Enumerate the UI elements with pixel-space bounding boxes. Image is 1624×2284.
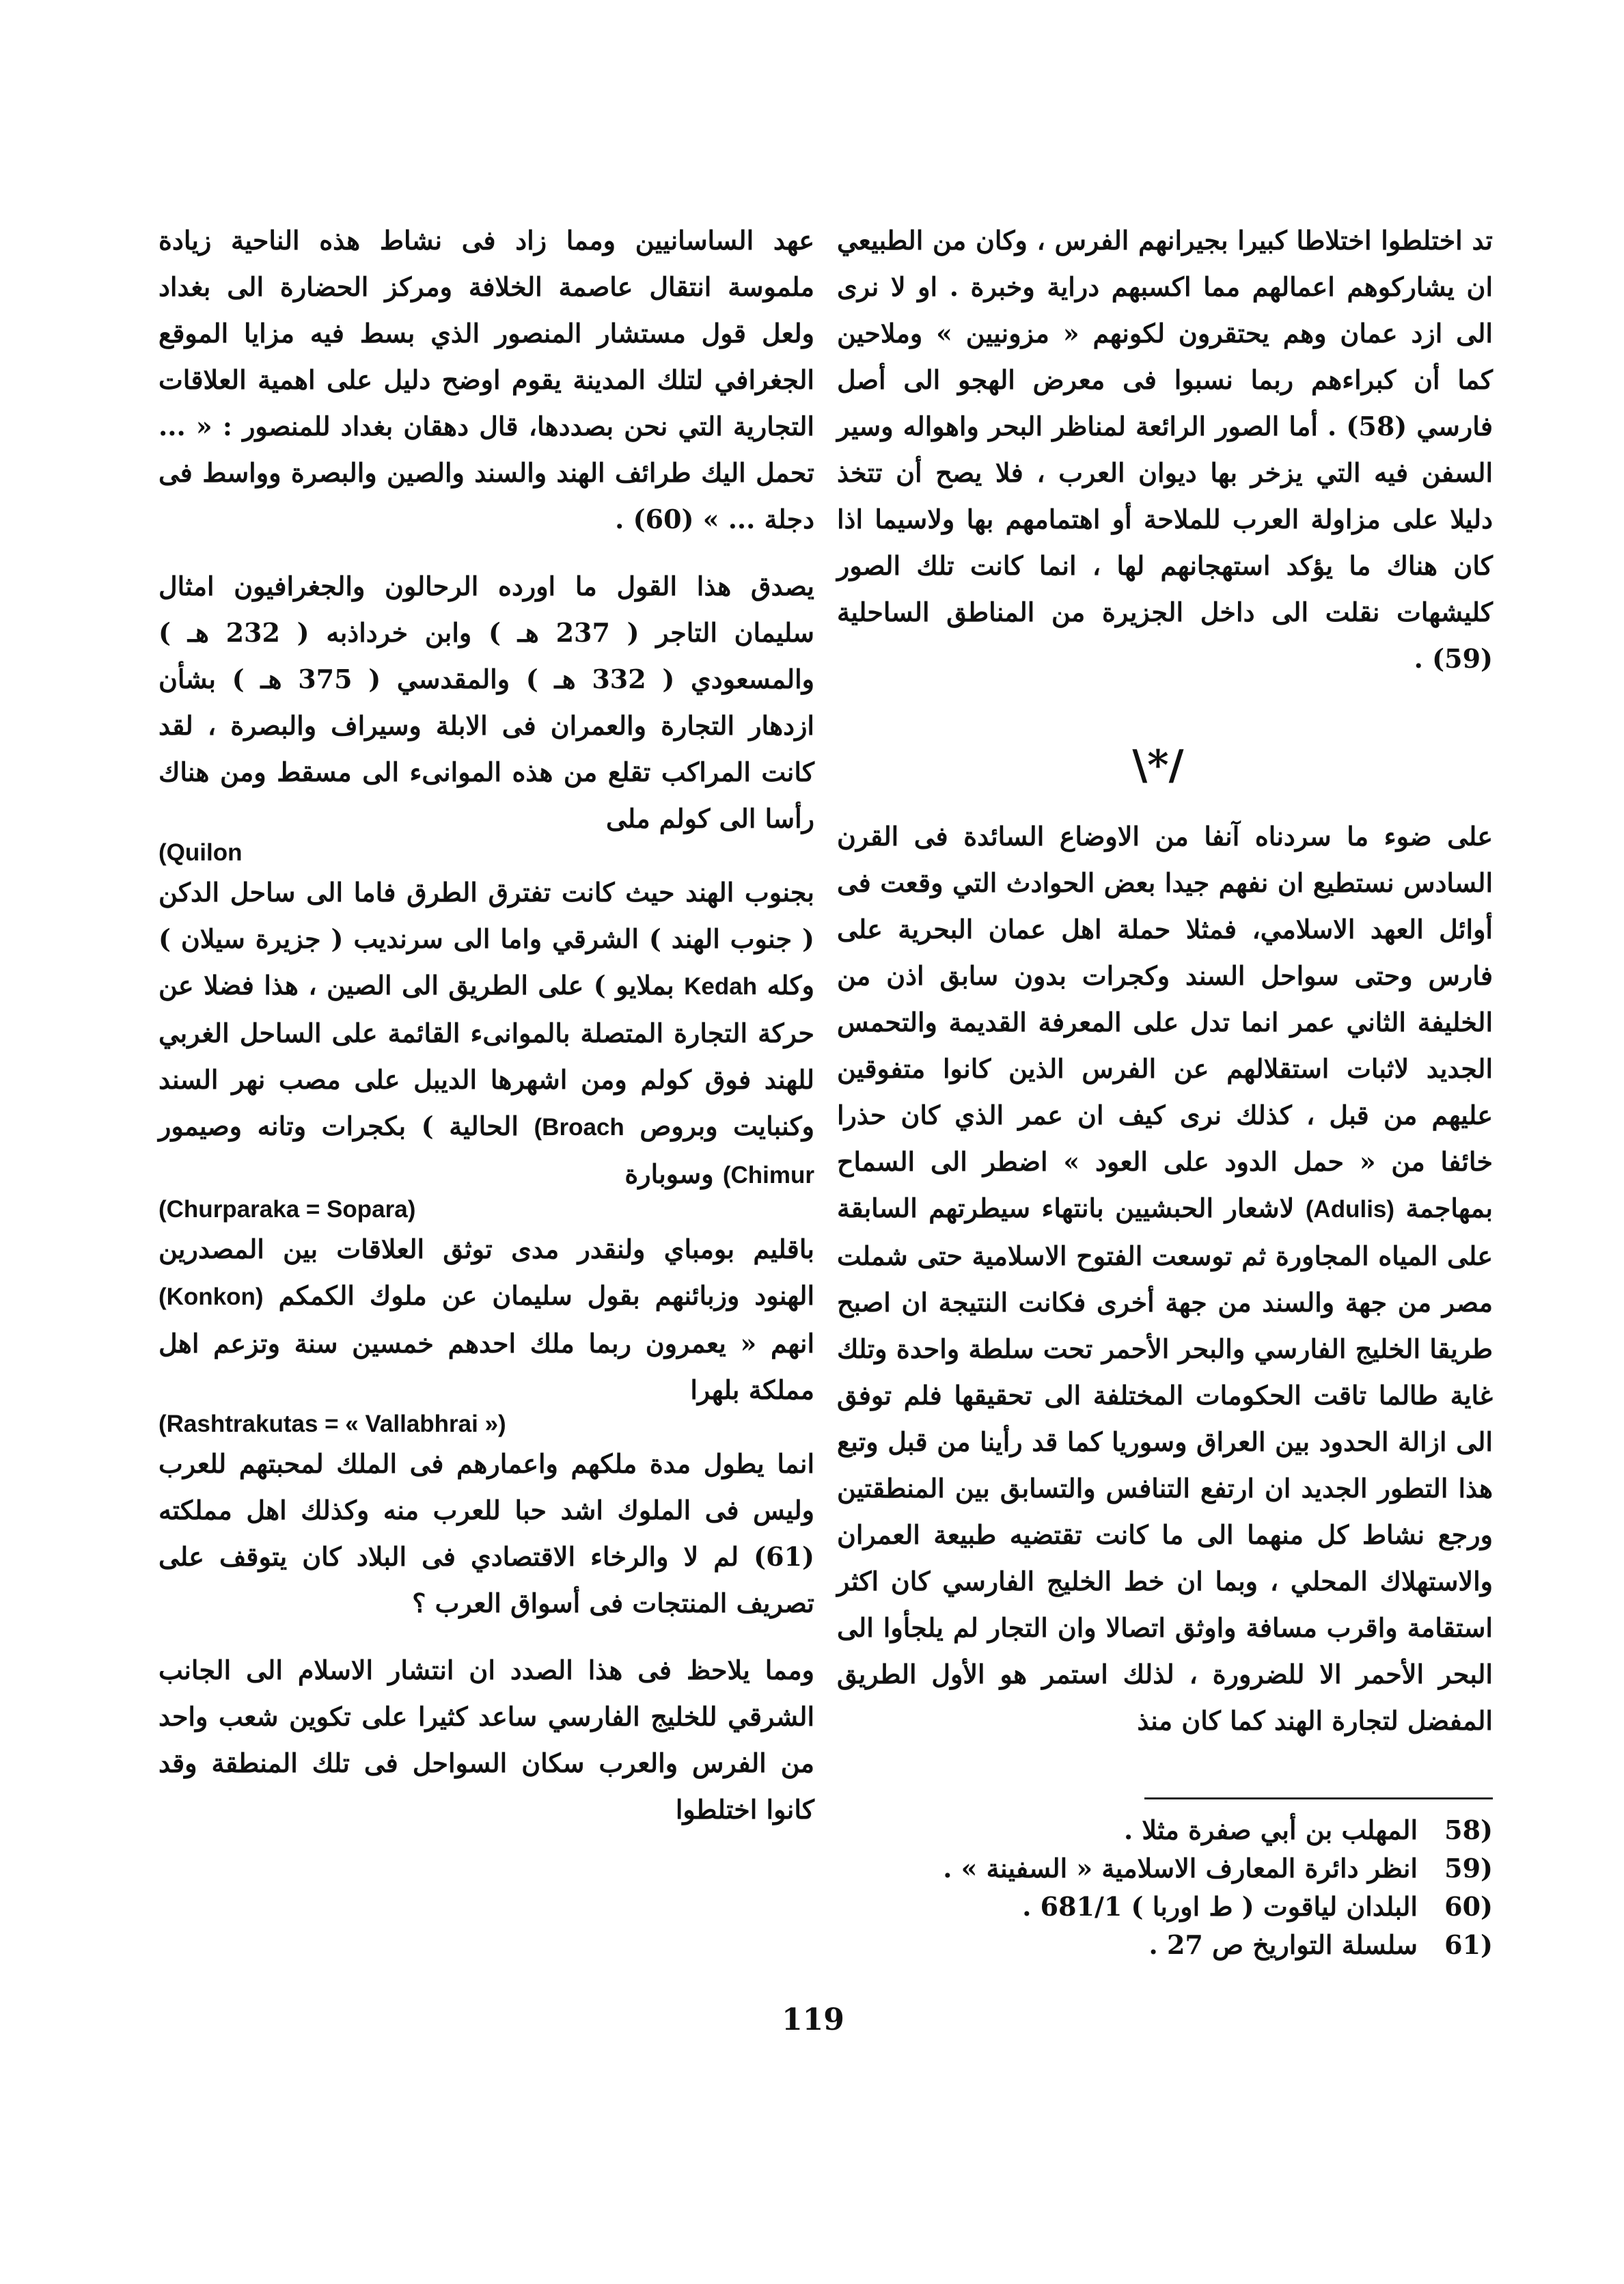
text-run: الحالية ) بكجرات وتانه وصيمور — [159, 1111, 519, 1141]
latin-term-churparaka: (Churparaka = Sopara) — [159, 1196, 416, 1223]
left-paragraph-1: عهد الساسانيين ومما زاد فى نشاط هذه الناحية زيادة ملموسة انتقال عاصمة الخلافة ومركز الحضارة الى بغداد ولعل قول مستشار المنصور الذي بسط فيه مزايا الموقع الجغرافي لتلك المدينة يقوم اوضح دليل على اهمية العلاقات التجارية التي نحن بصددها، قال دهقان بغداد للمنصور : « ... تحمل اليك طرائف الهند والسند والصين والبصرة وواسط فى دجلة ... » (60) . — [159, 225, 814, 534]
text-run: يصدق هذا القول ما اورده الرحالون والجغرافيون امثال سليمان التاجر ( 237 هـ ) وابن خرداذبه ( 232 هـ ) والمسعودي ( 332 هـ ) والمقدسي ( 375 هـ ) بشأن ازدهار التجارة والعمران فى الابلة وسيراف والبصرة ، لقد كانت المراكب تقلع من هذه الموانىء الى مسقط ومن هناك رأسا الى كولم ملى — [159, 571, 814, 834]
latin-term-broach: (Broach — [534, 1114, 624, 1141]
text-run: بجنوب الهند حيث كانت تفترق الطرق فاما الى ساحل الدكن ( جنوب الهند ) الشرقي واما الى سرنديب ( جزيرة سيلان ) وكله — [159, 877, 814, 1001]
footnote-text: المهلب بن أبي صفرة مثلا . — [1123, 1814, 1418, 1845]
left-paragraph-2 — [159, 563, 814, 1627]
section-separator: \*/ — [1132, 742, 1184, 789]
footnote-text: سلسلة التواريخ ص 27 . — [1148, 1929, 1418, 1960]
footnote-61 — [837, 1929, 1493, 1968]
latin-term-chimur: (Chimur — [722, 1162, 814, 1188]
latin-term-kedah: Kedah — [684, 973, 758, 1000]
left-paragraph-3: ومما يلاحظ فى هذا الصدد ان انتشار الاسلام الى الجانب الشرقي للخليج الفارسي ساعد كثيرا على تكوين شعب واحد من الفرس والعرب سكان السواحل فى تلك المنطقة وقد كانوا اختلطوا — [159, 1655, 814, 1825]
text-run: انهم « يعمرون ربما ملك احدهم خمسين سنة وتزعم اهل مملكة بلهرا — [159, 1328, 814, 1405]
text-run: باقليم بومباي ولنقدر مدى توثق العلاقات بين المصدرين الهنود وزبائنهم بقول سليمان عن ملوك الكمكم — [159, 1234, 815, 1311]
right-column-lower — [837, 813, 1493, 1765]
text-run: على ضوء ما سردناه آنفا من الاوضاع السائدة فى القرن السادس نستطيع ان نفهم جيدا بعض الحوادث التي وقعت فى أوائل العهد الاسلامي، فمثلا حملة اهل عمان البحرية على فارس وحتى سواحل السند وكجرات بدون سابق اذن من الخليفة الثاني عمر انما تدل على المعرفة القديمة والتحمس الجديد لاثبات استقلالهم عن الفرس الذين كانوا متفوقين عليهم من قبل ، كذلك نرى كيف ان عمر الذي كان حذرا خائفا من « حمل الدود على العود » اضطر الى السماح بمهاجمة — [837, 821, 1493, 1223]
footnotes — [837, 1814, 1493, 1968]
right-paragraph-1: تد اختلطوا اختلاطا كبيرا بجيرانهم الفرس ، وكان من الطبيعي ان يشاركوهم اعمالهم مما اكسبهم دراية وخبرة . او لا نرى الى ازد عمان وهم يحتقرون لكونهم « مزونيين » وملاحين كما أن كبراءهم ربما نسبوا فى معرض الهجو الى أصل فارسي (58) . أما الصور الرائعة لمناظر البحر واهواله وسير السفن فيه التي يزخر بها ديوان العرب ، فلا يصح أن تتخذ دليلا على مزاولة العرب للملاحة أو اهتمامهم بها ولاسيما اذا كان هناك ما يؤكد استهجانهم لها ، انما كانت تلك الصور كليشهات نقلت الى داخل الجزيرة من المناطق الساحلية (59) . — [837, 225, 1493, 674]
right-paragraph-2 — [837, 813, 1493, 1744]
footnote-number: 61) — [1444, 1929, 1493, 1960]
footnote-rule — [1144, 1797, 1493, 1799]
latin-term-rashtrakutas: (Rashtrakutas = « Vallabhrai ») — [159, 1411, 506, 1437]
left-column — [159, 217, 814, 1853]
text-run: وسوبارة — [624, 1158, 714, 1189]
footnote-59 — [837, 1853, 1493, 1891]
latin-term-quilon: (Quilon — [159, 839, 243, 866]
text-run: بملايو ) على الطريق الى الصين ، هذا فضلا عن حركة التجارة المتصلة بالموانىء القائمة على الساحل الغربي للهند فوق كولم ومن اشهرها الديبل على مصب نهر السند وكنبايت وبروص — [159, 970, 815, 1141]
page-number: 119 — [782, 2002, 844, 2037]
footnote-number: 59) — [1444, 1853, 1493, 1884]
text-run: لاشعار الحبشيين بانتهاء سيطرتهم السابقة على المياه المجاورة ثم توسعت الفتوح الاسلامية حتى شملت مصر من جهة والسند من جهة أخرى فكانت النتيجة ان اصبح طريقا الخليج الفارسي والبحر الأحمر تحت سلطة واحدة وتلك غاية طالما تاقت الحكومات المختلفة الى تحقيقها فلم توفق الى ازالة الحدود بين العراق وسوريا كما قد رأينا من قبل وتبع هذا التطور الجديد ان ارتفع التنافس والتسابق بين المنطقتين ورجع نشاط كل منهما الى ما كانت تقتضيه طبيعة العمران والاستهلاك المحلي ، وبما ان خط الخليج الفارسي كان اكثر استقامة واقرب مسافة واوثق اتصالا وان التجار لم يلجأوا الى البحر الأحمر الا للضرورة ، لذلك استمر هو الأول الطريق المفضل لتجارة الهند كما كان منذ — [837, 1193, 1493, 1736]
text-run: انما يطول مدة ملكهم واعمارهم فى الملك لمحبتهم للعرب وليس فى الملوك اشد حبا للعرب منه وكذلك اهل مملكته (61) لم لا والرخاء الاقتصادي فى البلاد كان يتوقف على تصريف المنتجات فى أسواق العرب ؟ — [159, 1448, 814, 1618]
footnote-58 — [837, 1814, 1493, 1853]
footnote-text: البلدان لياقوت ( ط اوربا ) 681/1 . — [1022, 1891, 1418, 1922]
footnote-number: 58) — [1444, 1814, 1493, 1845]
latin-term-konkon: (Konkon) — [159, 1283, 264, 1310]
latin-term-adulis: (Adulis) — [1305, 1196, 1395, 1223]
footnote-60 — [837, 1891, 1493, 1929]
right-column — [837, 217, 1493, 703]
footnote-number: 60) — [1444, 1891, 1493, 1922]
footnote-text: انظر دائرة المعارف الاسلامية « السفينة » . — [943, 1853, 1418, 1884]
